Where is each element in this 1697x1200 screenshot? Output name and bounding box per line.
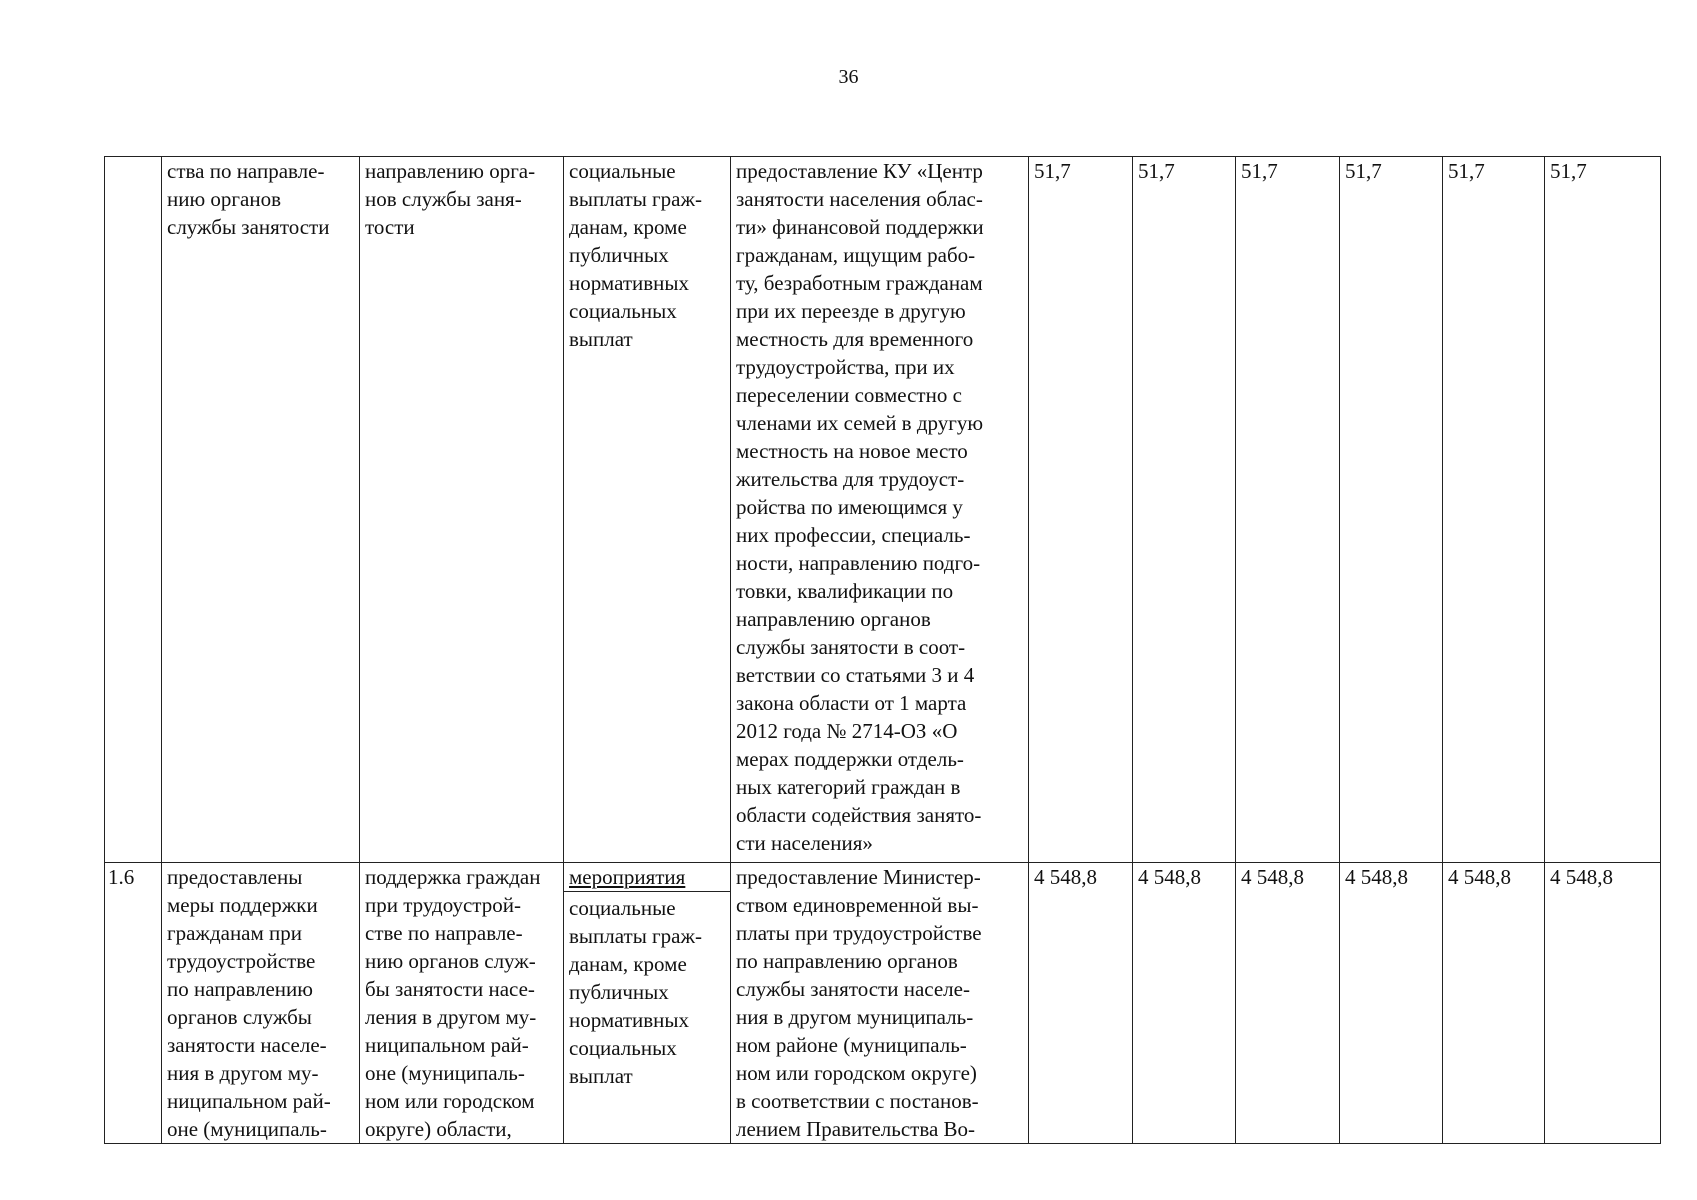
- value-cell: 51,7: [1545, 157, 1661, 863]
- result-cell: ства по направле- нию органов службы занятости: [162, 157, 360, 863]
- row-number: [105, 157, 162, 863]
- page-number: 36: [838, 66, 859, 88]
- value-cell: 51,7: [1236, 157, 1340, 863]
- value-cell: 4 548,8: [1133, 863, 1236, 1144]
- description-cell: предоставление КУ «Центр занятости населения облас- ти» финансовой поддержки гражданам, ищущим рабо- ту, безработным гражданам при их переезде в другую местность для временного трудоустройства, при их переселении совместно с членами их семей в другую местность на новое место жительства для трудоуст- ройства по имеющимся у них профессии, специаль- ности, направлению подго- товки, квалификации по направлению органов службы занятости в соот- ветствии со статьями 3 и 4 закона области от 1 марта 2012 года № 2714-ОЗ «О мерах поддержки отдель- ных категорий граждан в области содействия занято- сти населения»: [731, 157, 1029, 863]
- program-table: [104, 156, 1661, 1144]
- value-cell: 51,7: [1029, 157, 1133, 863]
- value-cell: 51,7: [1443, 157, 1545, 863]
- value-cell: 51,7: [1133, 157, 1236, 863]
- event-type-cell: [564, 863, 731, 1144]
- value-cell: 4 548,8: [1545, 863, 1661, 1144]
- value-cell: 4 548,8: [1340, 863, 1443, 1144]
- value-cell: 51,7: [1340, 157, 1443, 863]
- table-row: [105, 863, 1661, 1144]
- event-type-cell: [564, 157, 731, 863]
- result-cell: предоставлены меры поддержки гражданам при трудоустройстве по направлению органов службы занятости населе- ния в другом му- ниципальном рай- оне (муниципаль-: [162, 863, 360, 1144]
- event-title: мероприятия: [564, 863, 730, 892]
- event-type-text: социальные выплаты граж- данам, кроме публичных нормативных социальных выплат: [569, 896, 702, 1088]
- event-type-text: социальные выплаты граж- данам, кроме публичных нормативных социальных выплат: [569, 159, 702, 351]
- value-cell: 4 548,8: [1236, 863, 1340, 1144]
- table-row: [105, 157, 1661, 863]
- description-cell: предоставление Министер- ством единовременной вы- платы при трудоустройстве по направлению органов службы занятости населе- ния в другом муниципаль- ном районе (муниципаль- ном или городском округе) в соответствии с постанов- лением Правительства Во-: [731, 863, 1029, 1144]
- measure-cell: направлению орга- нов службы заня- тости: [360, 157, 564, 863]
- value-cell: 4 548,8: [1443, 863, 1545, 1144]
- row-number: 1.6: [105, 863, 162, 1144]
- measure-cell: поддержка граждан при трудоустрой- стве по направле- нию органов служ- бы занятости насе- ления в другом му- ниципальном рай- оне (муниципаль- ном или городском округе) области,: [360, 863, 564, 1144]
- value-cell: 4 548,8: [1029, 863, 1133, 1144]
